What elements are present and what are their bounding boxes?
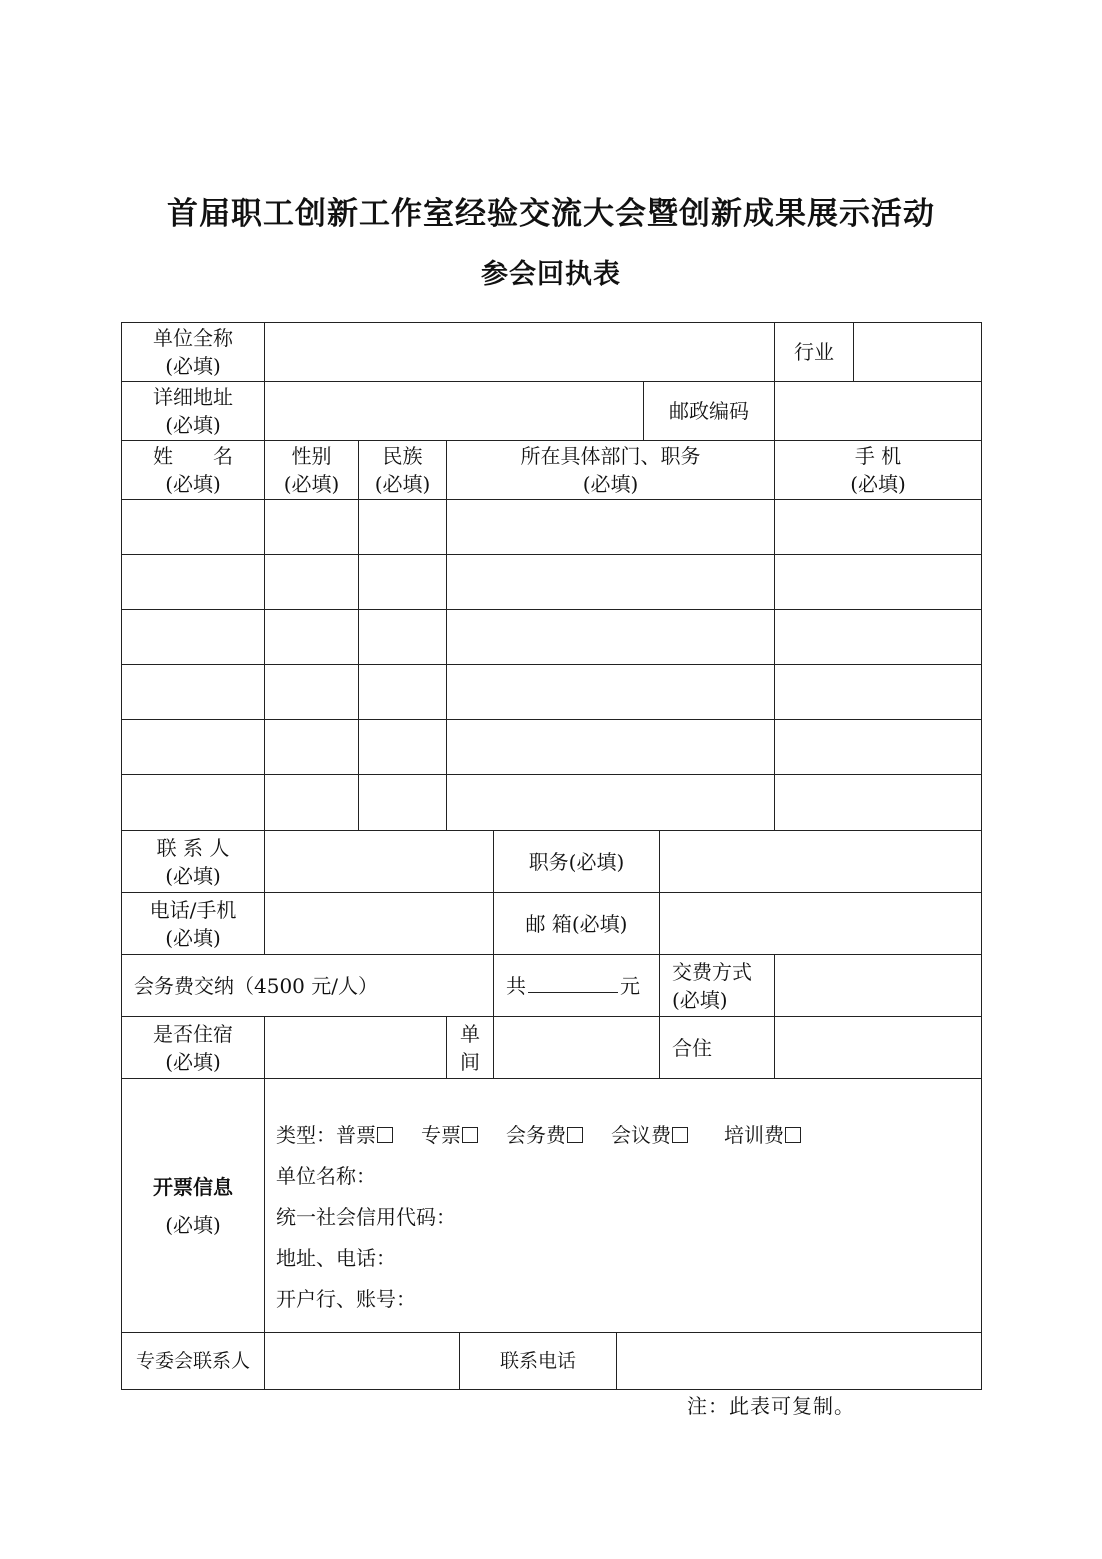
attendee-ethnicity-cell[interactable]: [359, 555, 447, 610]
label-invoice: 开票信息 (必填): [122, 1079, 265, 1333]
label-phone: 电话/手机 (必填): [122, 893, 265, 955]
header-name: 姓 名 (必填): [122, 441, 265, 500]
registration-form: [121, 322, 982, 1390]
attendee-dept-cell[interactable]: [447, 610, 775, 665]
label-postcode: 邮政编码: [644, 382, 775, 441]
invoice-type-training-fee: 培训费: [724, 1123, 784, 1147]
label-email: 邮 箱(必填): [494, 893, 660, 955]
attendee-name-cell[interactable]: [122, 555, 265, 610]
invoice-type-special: 专票: [421, 1123, 461, 1147]
invoice-bank-account[interactable]: 开户行、账号：: [276, 1287, 416, 1311]
checkbox-meeting-fee[interactable]: [672, 1127, 688, 1143]
input-committee-contact[interactable]: [265, 1333, 460, 1389]
header-ethnicity: 民族 (必填): [359, 441, 447, 500]
attendee-mobile-cell[interactable]: [775, 665, 981, 720]
attendee-ethnicity-cell[interactable]: [359, 610, 447, 665]
attendee-gender-cell[interactable]: [265, 610, 359, 665]
attendee-ethnicity-cell[interactable]: [359, 500, 447, 555]
attendee-name-cell[interactable]: [122, 500, 265, 555]
attendee-dept-cell[interactable]: [447, 775, 775, 831]
attendee-mobile-cell[interactable]: [775, 610, 981, 665]
checkbox-conference-fee[interactable]: [567, 1127, 583, 1143]
input-shared-room[interactable]: [775, 1017, 981, 1079]
input-contact-person[interactable]: [265, 831, 494, 893]
form-subtitle: 参会回执表: [481, 259, 621, 290]
attendee-dept-cell[interactable]: [447, 500, 775, 555]
invoice-address-phone[interactable]: 地址、电话：: [276, 1246, 396, 1270]
input-contact-phone[interactable]: [617, 1333, 981, 1389]
label-accommodation: 是否住宿 (必填): [122, 1017, 265, 1079]
attendee-gender-cell[interactable]: [265, 665, 359, 720]
attendee-gender-cell[interactable]: [265, 555, 359, 610]
label-committee-contact: 专委会联系人: [122, 1333, 265, 1389]
invoice-type-meeting-fee: 会议费: [611, 1123, 671, 1147]
input-payment-method[interactable]: [775, 955, 981, 1017]
attendee-mobile-cell[interactable]: [775, 720, 981, 775]
attendee-name-cell[interactable]: [122, 610, 265, 665]
input-address[interactable]: [265, 382, 644, 441]
label-single-room: 单 间: [447, 1017, 494, 1079]
attendee-gender-cell[interactable]: [265, 775, 359, 831]
label-industry: 行业: [775, 323, 854, 382]
invoice-credit-code[interactable]: 统一社会信用代码：: [276, 1205, 456, 1229]
input-unit-name[interactable]: [265, 323, 775, 382]
attendee-name-cell[interactable]: [122, 665, 265, 720]
label-unit-name: 单位全称 (必填): [122, 323, 265, 382]
attendee-ethnicity-cell[interactable]: [359, 665, 447, 720]
attendee-gender-cell[interactable]: [265, 500, 359, 555]
fee-total-blank[interactable]: [528, 972, 618, 993]
header-mobile: 手 机 (必填): [775, 441, 981, 500]
attendee-gender-cell[interactable]: [265, 720, 359, 775]
form-title: 首届职工创新工作室经验交流大会暨创新成果展示活动: [167, 196, 935, 232]
attendee-name-cell[interactable]: [122, 775, 265, 831]
invoice-unit-name[interactable]: 单位名称：: [276, 1164, 376, 1188]
input-industry[interactable]: [854, 323, 981, 382]
footnote: 注：此表可复制。: [687, 1394, 855, 1418]
label-address: 详细地址 (必填): [122, 382, 265, 441]
attendee-dept-cell[interactable]: [447, 555, 775, 610]
input-phone[interactable]: [265, 893, 494, 955]
attendee-mobile-cell[interactable]: [775, 775, 981, 831]
input-postcode[interactable]: [775, 382, 981, 441]
attendee-ethnicity-cell[interactable]: [359, 720, 447, 775]
label-contact-person: 联 系 人 (必填): [122, 831, 265, 893]
invoice-type-line: 类型：普票 专票 会务费 会议费 培训费: [276, 1115, 829, 1156]
attendee-ethnicity-cell[interactable]: [359, 775, 447, 831]
input-email[interactable]: [660, 893, 981, 955]
label-position: 职务(必填): [494, 831, 660, 893]
input-position[interactable]: [660, 831, 981, 893]
invoice-type-conference-fee: 会务费: [506, 1123, 566, 1147]
label-fee: 会务费交纳（4500 元/人）: [122, 955, 494, 1017]
attendee-name-cell[interactable]: [122, 720, 265, 775]
checkbox-training-fee[interactable]: [785, 1127, 801, 1143]
invoice-type-general: 普票: [336, 1123, 376, 1147]
checkbox-general-invoice[interactable]: [377, 1127, 393, 1143]
input-accommodation[interactable]: [265, 1017, 447, 1079]
label-payment-method: 交费方式 (必填): [660, 955, 775, 1017]
attendee-dept-cell[interactable]: [447, 665, 775, 720]
header-gender: 性别 (必填): [265, 441, 359, 500]
attendee-mobile-cell[interactable]: [775, 500, 981, 555]
label-shared-room: 合住: [660, 1017, 775, 1079]
invoice-details: [265, 1079, 981, 1333]
input-single-room[interactable]: [494, 1017, 660, 1079]
header-dept-position: 所在具体部门、职务 (必填): [447, 441, 775, 500]
attendee-dept-cell[interactable]: [447, 720, 775, 775]
attendee-mobile-cell[interactable]: [775, 555, 981, 610]
fee-total[interactable]: 共 元: [494, 955, 660, 1017]
label-contact-phone: 联系电话: [460, 1333, 617, 1389]
checkbox-special-invoice[interactable]: [462, 1127, 478, 1143]
